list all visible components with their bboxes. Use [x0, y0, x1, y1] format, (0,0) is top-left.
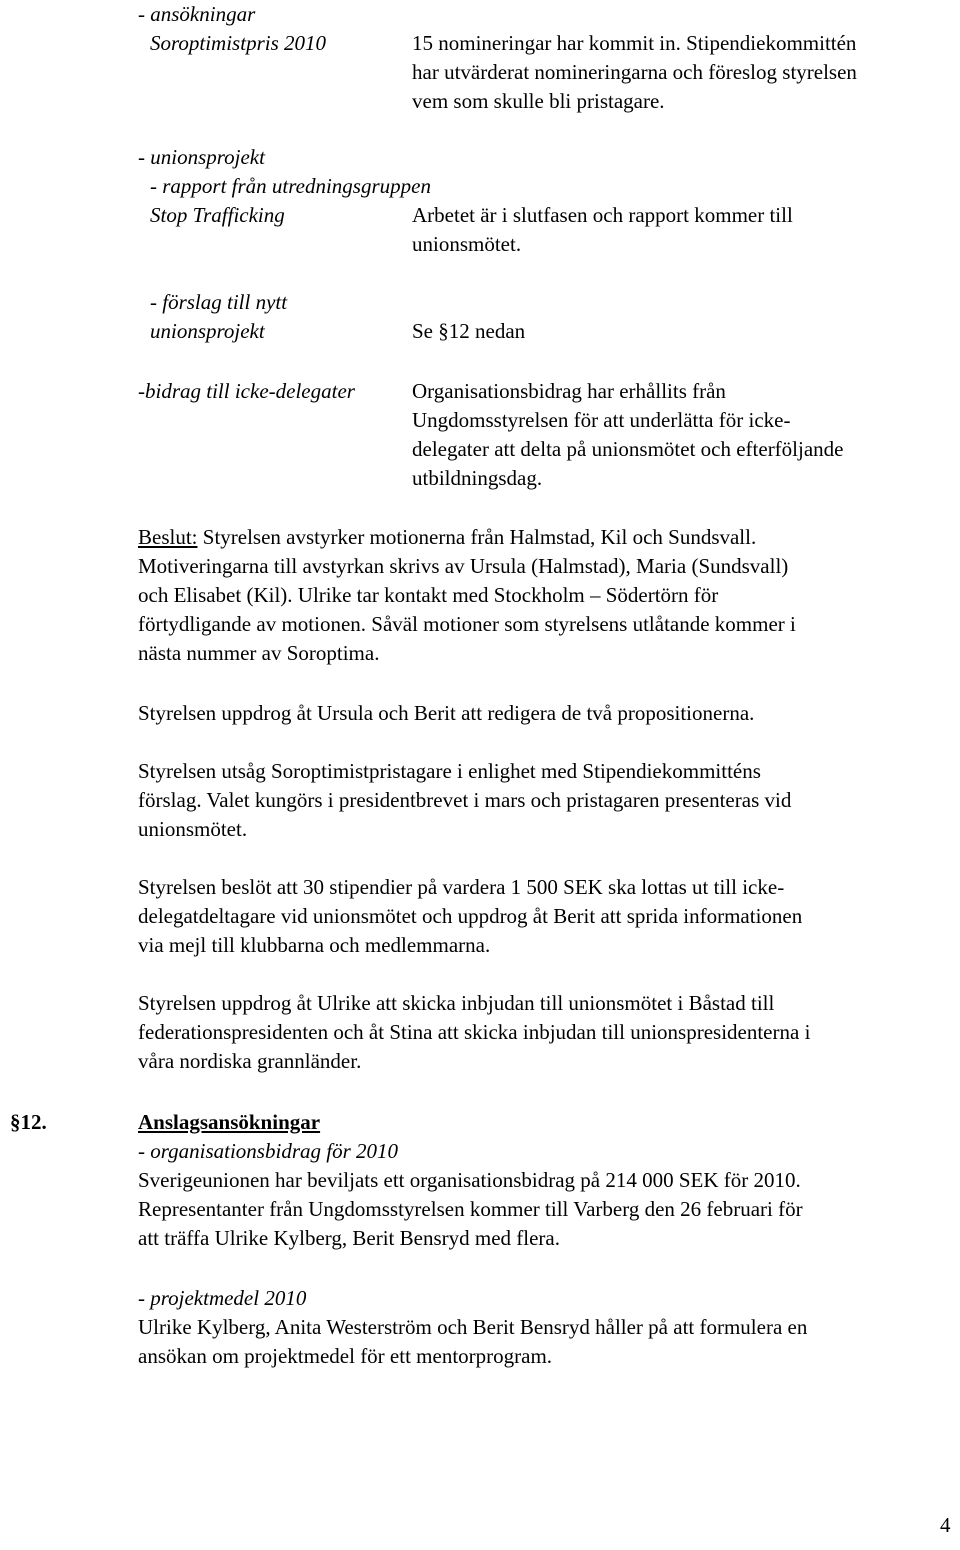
- page-number: 4: [940, 1513, 951, 1537]
- text-organisationsbidrag-2010: Sverigeunionen har beviljats ett organisationsbidrag på 214 000 SEK för 2010. Representanter från Ungdomsstyrelsen kommer till Varberg den 26 februari för att träffa Ulrike Kylberg, Berit Bensryd med flera.: [138, 1168, 803, 1250]
- sub-organisationsbidrag: - organisationsbidrag för 2010: [138, 1139, 398, 1163]
- paragraph-propositionerna: Styrelsen uppdrog åt Ursula och Berit att redigera de två propositionerna.: [138, 701, 755, 725]
- text-nomineringar: 15 nomineringar har kommit in. Stipendiekommittén har utvärderat nomineringarna och föreslog styrelsen vem som skulle bli pristagare.: [412, 31, 857, 113]
- label-forslag: - förslag till nytt: [150, 290, 288, 314]
- label-ansokningar: - ansökningar: [138, 2, 256, 26]
- label-stop-trafficking: Stop Trafficking: [150, 203, 285, 227]
- sub-projektmedel: - projektmedel 2010: [138, 1286, 307, 1310]
- label-soroptimistpris: Soroptimistpris 2010: [150, 31, 326, 55]
- section-number: §12.: [10, 1110, 47, 1134]
- label-unionsprojekt-2: unionsprojekt: [150, 319, 265, 343]
- beslut-label: Beslut:: [138, 525, 198, 549]
- paragraph-inbjudan: Styrelsen uppdrog åt Ulrike att skicka inbjudan till unionsmötet i Båstad till federationspresidenten och åt Stina att skicka inbjudan till unionspresidenterna i våra nordiska grannländer.: [138, 991, 811, 1073]
- paragraph-pristagare: Styrelsen utsåg Soroptimistpristagare i enlighet med Stipendiekommitténs förslag. Valet kungörs i presidentbrevet i mars och pristagaren presenteras vid unionsmötet.: [138, 759, 792, 841]
- label-bidrag: -bidrag till icke-delegater: [138, 379, 355, 403]
- text-organisationsbidrag: Organisationsbidrag har erhållits från Ungdomsstyrelsen för att underlätta för icke- delegater att delta på unionsmötet och efterföljande utbildningsdag.: [412, 379, 844, 490]
- text-se-12: Se §12 nedan: [412, 319, 526, 343]
- section-title: Anslagsansökningar: [138, 1110, 321, 1134]
- text-stop-trafficking: Arbetet är i slutfasen och rapport kommer till unionsmötet.: [412, 203, 793, 256]
- text-projektmedel: Ulrike Kylberg, Anita Westerström och Berit Bensryd håller på att formulera en ansökan om projektmedel för ett mentorprogram.: [138, 1315, 808, 1368]
- label-rapport: - rapport från utredningsgruppen: [150, 174, 431, 198]
- paragraph-stipendier: Styrelsen beslöt att 30 stipendier på vardera 1 500 SEK ska lottas ut till icke- delegatdeltagare vid unionsmötet och uppdrog åt Berit att sprida informationen via mejl till klubbarna och medlemmarna.: [138, 875, 803, 957]
- label-unionsprojekt: - unionsprojekt: [138, 145, 265, 169]
- beslut-paragraph: Beslut: Styrelsen avstyrker motionerna från Halmstad, Kil och Sundsvall. Motiveringarna till avstyrkan skrivs av Ursula (Halmstad), Maria (Sundsvall) och Elisabet (Kil). Ulrike tar kontakt med Stockholm – Södertörn för förtydligande av motionen. Såväl motioner som styrelsens utlåtande kommer i nästa nummer av Soroptima.: [138, 525, 796, 665]
